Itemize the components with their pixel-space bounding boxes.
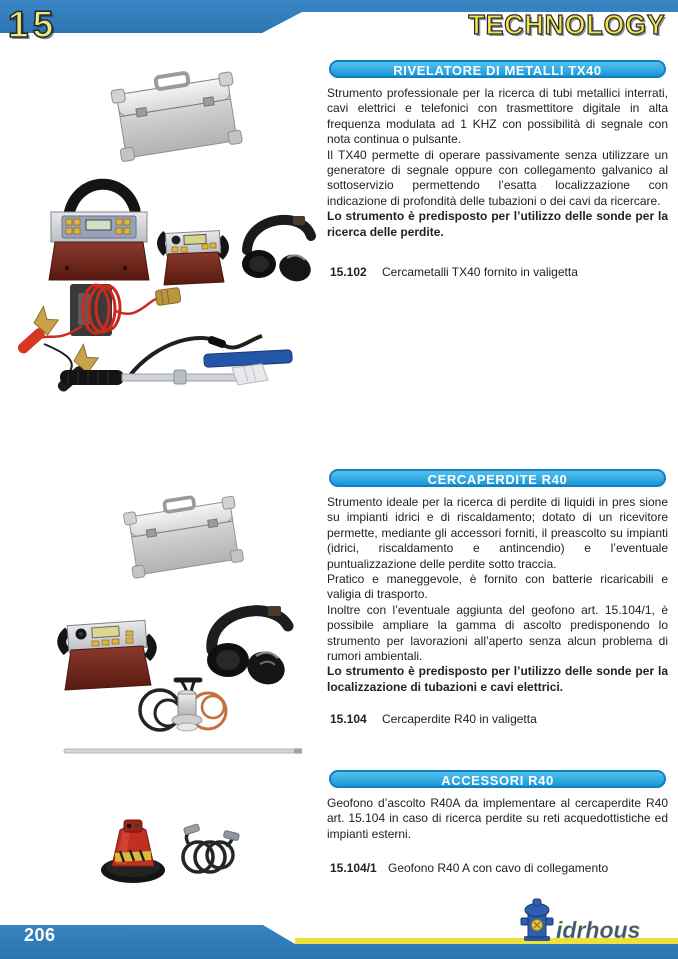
paragraph: Strumento ideale per la ricerca di perdite di liquidi in pres sione su impianti idrici e di riscaldamento; dotato di un ricevitore permette, mediante gli accessori forniti, il preascolto su impianti (idrici, riscaldamento e antincendio) e l’eventuale puntualizzazione delle perdite sotto traccia. (327, 495, 668, 571)
photo-r40-microphone (132, 670, 238, 740)
item-row-15-102 (330, 265, 668, 279)
photo-listening-rod (62, 746, 306, 756)
item-row-15-104-1 (330, 861, 668, 875)
item-code: 15.102 (330, 265, 367, 279)
bold-note: Lo strumento è predisposto per l’utilizzo delle sonde per la ricerca delle perdite. (327, 209, 668, 239)
item-description: Cercaperdite R40 in valigetta (382, 712, 537, 726)
hydrant-icon (521, 899, 553, 941)
section-title-cercaperdite: CERCAPERDITE R40 (329, 469, 666, 487)
idrhous-logo (512, 896, 666, 946)
paragraph: Inoltre con l’eventuale aggiunta del geofono art. 15.104/1, è possibile ampliare la gamma di ascolto predisponendo lo strumento per lavorazioni all’aperto senza alcun problema di rumori ambientali. (327, 602, 668, 664)
section-accessori-r40 (327, 770, 668, 842)
photo-tx40-units-headphones (45, 168, 320, 286)
paragraph: Il TX40 permette di operare passivamente senza utilizzare un generatore di segnale oppure con collegamento galvanico al sottoservizio permettendo l’esatta localizzazione con indicazione di profondità delle tubazioni o dei cavi da ricercare. (327, 147, 668, 208)
item-description: Geofono R40 A con cavo di collegamento (388, 861, 609, 875)
section-title-accessori: ACCESSORI R40 (329, 770, 666, 788)
paragraph: Pratico e maneggevole, è fornito con batterie ricaricabili e valigia di trasporto. (327, 572, 668, 602)
chapter-number: 15 (8, 4, 58, 45)
page-title: TECHNOLOGY (468, 9, 666, 40)
photo-geophone-cable (176, 824, 240, 880)
item-code: 15.104 (330, 712, 367, 726)
section-cercaperdite-r40 (327, 469, 668, 695)
photo-aluminum-case-tx40 (105, 64, 245, 169)
brand-text: idrhous (556, 917, 641, 943)
photo-tx40-cables-probe (8, 282, 314, 434)
paragraph: Strumento professionale per la ricerca di tubi metallici interrati, cavi elettrici e telefonici con trasmettitore digitale in alta frequenza modulata ad 1 KHZ con possibilità di segnale con nota continua o pulsante. (327, 86, 668, 147)
paragraph: Geofono d’ascolto R40A da implementare al cercaperdite R40 art. 15.104 in caso di ricerca perdite su reti acquedottistiche ed impianti esterni. (327, 796, 668, 841)
item-description: Cercametalli TX40 fornito in valigetta (382, 265, 578, 279)
photo-geophone (98, 814, 168, 886)
page-number: 206 (24, 925, 56, 945)
section-rivelatore-tx40 (327, 60, 668, 240)
item-code: 15.104/1 (330, 861, 377, 875)
bold-note: Lo strumento è predisposto per l’utilizzo delle sonde per la localizzazione di tubazioni e cavi elettrici. (327, 664, 668, 694)
photo-aluminum-case-r40 (118, 488, 246, 586)
item-row-15-104 (330, 712, 668, 726)
section-title-rivelatore: RIVELATORE DI METALLI TX40 (329, 60, 666, 78)
